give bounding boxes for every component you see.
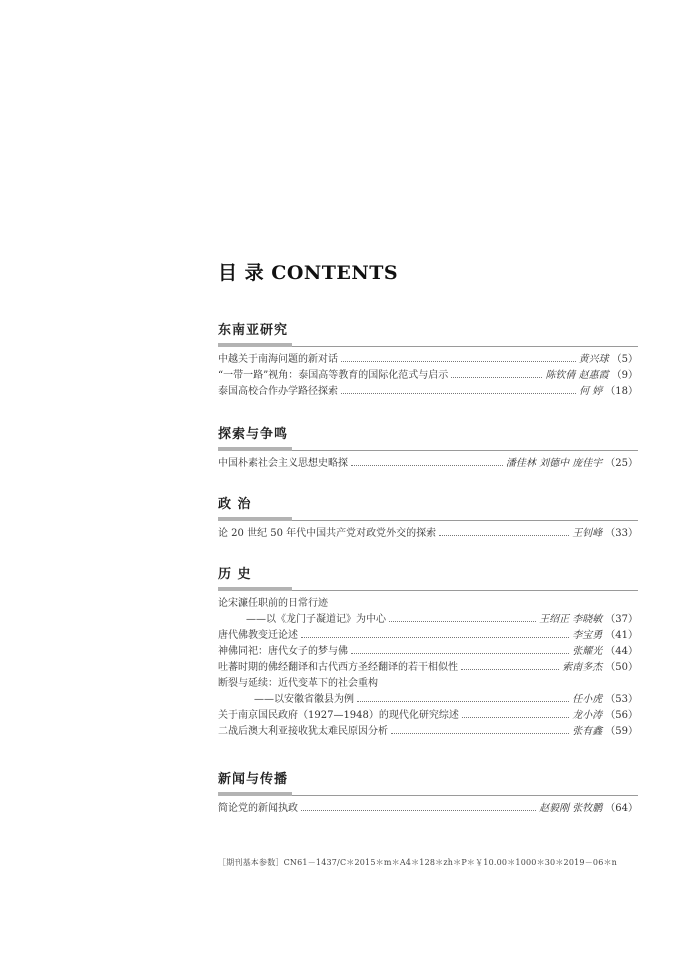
journal-info: ［期刊基本参数］CN61－1437/C＊2015＊m＊A4＊128＊zh＊P＊￥10.00＊1000＊30＊2019－06＊n <box>218 858 618 867</box>
entry-page: （9） <box>611 370 638 381</box>
entry-author: 王绍正 李晓敏 <box>539 614 603 625</box>
entry-author: 张有鑫 <box>572 726 603 737</box>
section-rule <box>218 517 292 521</box>
entry-title: 论 20 世纪 50 年代中国共产党对政党外交的探索 <box>218 528 437 539</box>
leader-dots <box>461 661 559 670</box>
section-rule <box>218 447 292 451</box>
toc-section <box>218 771 638 817</box>
entry-page: （53） <box>605 694 638 705</box>
entry-author: 索南多杰 <box>562 662 603 673</box>
entry-list <box>218 801 638 817</box>
leader-dots <box>301 802 536 811</box>
entry-title: 断裂与延续：近代变革下的社会重构 <box>218 678 378 689</box>
entry-page: （59） <box>605 726 638 737</box>
toc-entry[interactable] <box>218 368 638 384</box>
entry-page: （56） <box>605 710 638 721</box>
entry-title: 吐蕃时期的佛经翻译和古代西方圣经翻译的若干相似性 <box>218 662 458 673</box>
toc-entry[interactable] <box>218 628 638 644</box>
entry-page: （33） <box>605 528 638 539</box>
toc-entry[interactable] <box>218 596 638 612</box>
entry-author: 任小虎 <box>572 694 603 705</box>
entry-author: 龙小涛 <box>572 710 603 721</box>
toc-section <box>218 322 638 400</box>
toc-section <box>218 496 638 542</box>
toc-entry[interactable] <box>218 644 638 660</box>
entry-page: （18） <box>605 386 638 397</box>
entry-page: （64） <box>605 803 638 814</box>
toc-entry[interactable] <box>218 801 638 817</box>
toc-entry[interactable] <box>218 456 638 472</box>
entry-list <box>218 352 638 400</box>
leader-dots <box>451 369 542 378</box>
section-rule <box>218 343 292 347</box>
entry-author: 黄兴球 <box>578 354 609 365</box>
entry-title: 论宋濂任职前的日常行迹 <box>218 598 328 609</box>
entry-page: （44） <box>605 646 638 657</box>
leader-dots <box>341 353 576 362</box>
section-title: 历 史 <box>218 567 252 582</box>
entry-title: “一带一路”视角：泰国高等教育的国际化范式与启示 <box>218 370 449 381</box>
toc-section <box>218 426 638 472</box>
entry-title: 中越关于南海问题的新对话 <box>218 354 338 365</box>
entry-author: 赵毅刚 张牧鹏 <box>539 803 603 814</box>
section-title: 探索与争鸣 <box>218 427 289 442</box>
toc-entry[interactable] <box>218 660 638 676</box>
leader-dots <box>389 613 536 622</box>
entry-page: （5） <box>611 354 638 365</box>
leader-dots <box>391 725 569 734</box>
leader-dots <box>462 709 569 718</box>
entry-author: 陈钦倩 赵惠霞 <box>545 370 609 381</box>
section-title: 政 治 <box>218 497 252 512</box>
entry-title: 关于南京国民政府（1927—1948）的现代化研究综述 <box>218 710 459 721</box>
toc-entry[interactable] <box>218 724 638 740</box>
toc-entry[interactable] <box>218 526 638 542</box>
entry-author: 李宝勇 <box>572 630 603 641</box>
toc-entry[interactable] <box>218 352 638 368</box>
toc-entry[interactable] <box>218 692 638 708</box>
entry-page: （37） <box>605 614 638 625</box>
toc-entry[interactable] <box>218 708 638 724</box>
entry-page: （50） <box>605 662 638 673</box>
entry-list <box>218 526 638 542</box>
leader-dots <box>439 527 569 536</box>
entry-author: 张耀光 <box>572 646 603 657</box>
leader-dots <box>301 629 569 638</box>
entry-author: 何 婷 <box>579 386 603 397</box>
entry-title: 泰国高校合作办学路径探索 <box>218 386 338 397</box>
toc-section <box>218 566 638 740</box>
entry-page: （41） <box>605 630 638 641</box>
section-title: 东南亚研究 <box>218 323 289 338</box>
entry-title: ——以《龙门子凝道记》为中心 <box>246 614 386 625</box>
entry-title: 二战后澳大利亚接收犹太难民原因分析 <box>218 726 388 737</box>
entry-title: 唐代佛教变迁论述 <box>218 630 298 641</box>
entry-list <box>218 596 638 740</box>
leader-dots <box>357 693 569 702</box>
entry-page: （25） <box>605 458 638 469</box>
toc-entry[interactable] <box>218 676 638 692</box>
entry-title: 神佛同祀：唐代女子的梦与佛 <box>218 646 348 657</box>
leader-dots <box>351 457 503 466</box>
entry-list <box>218 456 638 472</box>
leader-dots <box>351 645 569 654</box>
entry-title: ——以安徽省徽县为例 <box>254 694 354 705</box>
section-rule <box>218 792 292 796</box>
toc-heading: 目 录 CONTENTS <box>218 262 399 284</box>
entry-title: 中国朴素社会主义思想史略探 <box>218 458 348 469</box>
entry-title: 简论党的新闻执政 <box>218 803 298 814</box>
toc-entry[interactable] <box>218 384 638 400</box>
entry-author: 王钊峰 <box>572 528 603 539</box>
section-rule <box>218 587 292 591</box>
toc-entry[interactable] <box>218 612 638 628</box>
section-title: 新闻与传播 <box>218 772 289 787</box>
entry-author: 潘佳林 刘德中 庞佳宇 <box>505 458 603 469</box>
leader-dots <box>341 385 576 394</box>
